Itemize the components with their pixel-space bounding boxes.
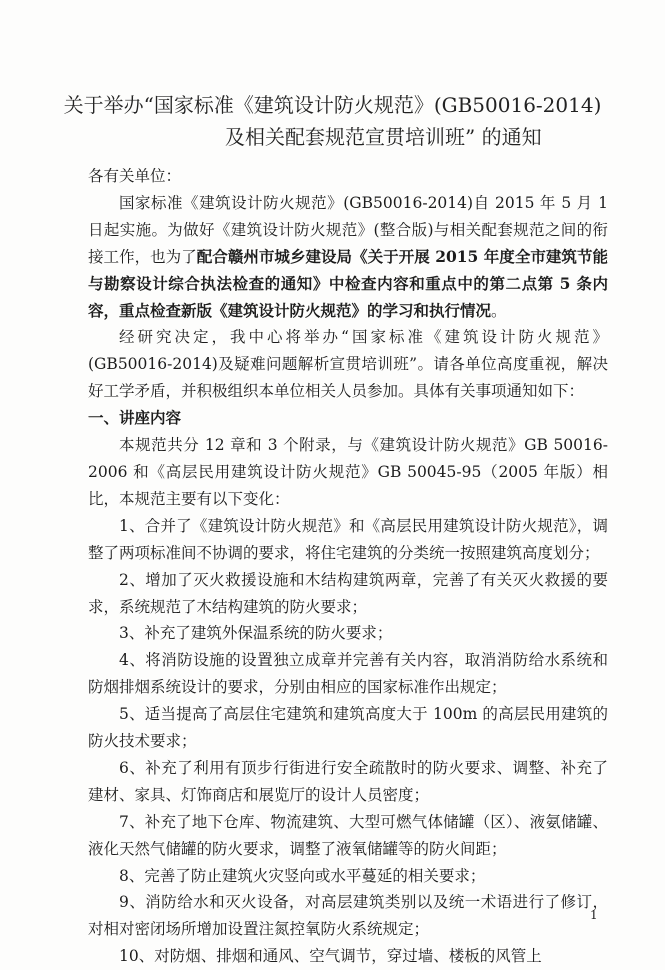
change-item: 1、合并了《建筑设计防火规范》和《高层民用建筑设计防火规范》，调整了两项标准间不协调的要求，将住宅建筑的分类统一按照建筑高度划分；: [88, 516, 608, 562]
paragraph-decision: 经研究决定，我中心将举办“国家标准《建筑设计防火规范》(GB50016-2014)及疑难问题解析宣贯培训班”。请各单位高度重视，解决好工学矛盾，并积极组织本单位相关人员参加。具体有关事项通知如下：: [88, 328, 608, 401]
document-body: [88, 163, 608, 970]
section-intro: 本规范共分 12 章和 3 个附录，与《建筑设计防火规范》GB 50016-2006 和《高层民用建筑设计防火规范》GB 50045-95（2005 年版）相比，本规范主要有以下变化：: [88, 436, 608, 508]
title-line-1: 关于举办“国家标准《建筑设计防火规范》(GB50016-2014): [63, 93, 602, 117]
intro-end: 。: [491, 301, 507, 320]
change-item: 4、将消防设施的设置独立成章并完善有关内容，取消消防给水系统和防烟排烟系统设计的要求，分别由相应的国家标准作出规定；: [88, 651, 608, 697]
page-number: 1: [590, 908, 598, 922]
change-item: 7、补充了地下仓库、物流建筑、大型可燃气体储罐（区）、液氨储罐、液化天然气储罐的防火要求，调整了液氧储罐等的防火间距；: [88, 812, 608, 858]
change-item: 3、补充了建筑外保温系统的防火要求；: [119, 624, 393, 643]
paragraph-intro: [88, 190, 608, 325]
change-item: 2、增加了灭火救援设施和木结构建筑两章，完善了有关灭火救援的要求，系统规范了木结构建筑的防火要求；: [88, 570, 608, 616]
change-item: 6、补充了利用有顶步行街进行安全疏散时的防火要求、调整、补充了建材、家具、灯饰商店和展览厅的设计人员密度；: [88, 758, 608, 804]
section-heading: 一、讲座内容: [88, 408, 182, 428]
change-item: 8、完善了防止建筑火灾竖向或水平蔓延的相关要求；: [119, 866, 486, 885]
change-item: 5、适当提高了高层住宅建筑和建筑高度大于 100m 的高层民用建筑的防火技术要求；: [88, 705, 608, 751]
title-line-2: 及相关配套规范宣贯培训班” 的通知: [225, 125, 542, 149]
change-item: 10、对防烟、排烟和通风、空气调节，穿过墙、楼板的风管上: [119, 947, 542, 966]
intro-text: 国家标准《建筑设计防火规范》(GB50016-2014)自 2015 年 5 月 1 日起实施。为做好《建筑设计防火规范》(整合版)与相关配套规范之间的衔接工作，也为了: [88, 193, 608, 266]
change-item: 9、消防给水和灭火设备，对高层建筑类别以及统一术语进行了修订，对相对密闭场所增加设置注氮控氧防火系统规定；: [88, 893, 608, 939]
intro-bold-text: 配合赣州市城乡建设局《关于开展 2015 年度全市建筑节能与勘察设计综合执法检查的通知》中检查内容和重点中的第二点第 5 条内容，重点检查新版《建筑设计防火规范》的学习和执行情况: [88, 246, 608, 320]
salutation: 各有关单位：: [88, 167, 182, 185]
